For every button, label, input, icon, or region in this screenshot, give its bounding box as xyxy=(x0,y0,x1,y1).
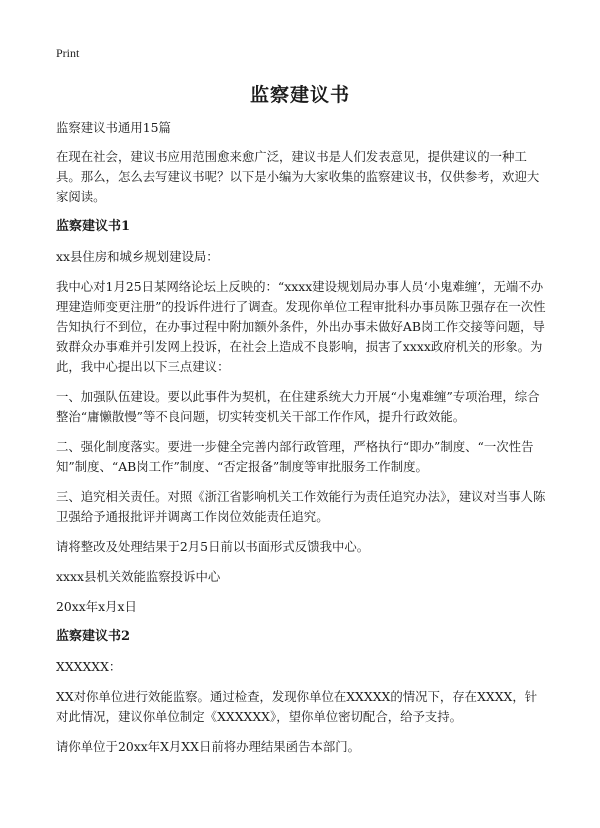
section-1-point-1: 一、加强队伍建设。要以此事件为契机，在住建系统大力开展“小鬼难缠”专项治理，综合整治“庸懒散慢”等不良问题，切实转变机关干部工作作风，提升行政效能。 xyxy=(56,389,540,424)
section-2-paragraph: XX对你单位进行效能监察。通过检查，发现你单位在XXXXX的情况下，存在XXXX，针对此情况，建议你单位制定《XXXXXX》，望你单位密切配合，给予支持。 xyxy=(56,689,538,724)
section-1-point-3: 三、追究相关责任。对照《浙江省影响机关工作效能行为责任追究办法》，建议对当事人陈卫强给予通报批评并调离工作岗位效能责任追究。 xyxy=(56,489,546,524)
section-2-paragraph-2: 请你单位于20xx年X月XX日前将办理结果函告本部门。 xyxy=(56,739,361,754)
document-subtitle: 监察建议书通用15篇 xyxy=(56,120,171,135)
section-2-heading: 监察建议书2 xyxy=(56,629,131,644)
section-1-signature: xxxx县机关效能监察投诉中心 xyxy=(56,569,221,584)
section-1-date: 20xx年x月x日 xyxy=(56,599,137,614)
print-link[interactable]: Print xyxy=(56,46,80,60)
section-1-request: 请将整改及处理结果于2月5日前以书面形式反馈我中心。 xyxy=(56,539,370,554)
document-body xyxy=(56,118,548,767)
section-1-point-2: 二、强化制度落实。要进一步健全完善内部行政管理，严格执行“即办”制度、“一次性告知”制度、“AB岗工作”制度、“否定报备”制度等审批服务工作制度。 xyxy=(56,439,534,474)
section-1-heading: 监察建议书1 xyxy=(56,219,131,234)
page-title: 监察建议书 xyxy=(249,84,350,106)
section-1-recipient: xx县住房和城乡规划建设局： xyxy=(56,249,219,264)
section-2-recipient: XXXXXX： xyxy=(56,659,122,674)
intro-paragraph: 在现在社会，建议书应用范围愈来愈广泛，建议书是人们发表意见，提供建议的一种工具。那么，怎么去写建议书呢？以下是小编为大家收集的监察建议书，仅供参考，欢迎大家阅读。 xyxy=(56,149,540,204)
section-1-paragraph: 我中心对1月25日某网络论坛上反映的：“xxxx建设规划局办事人员‘小鬼难缠’，无端不办理建造师变更注册”的投诉件进行了调查。发现你单位工程审批科办事员陈卫强存在一次性告知执行不到位，在办事过程中附加额外条件，外出办事未做好AB岗工作交接等问题，导致群众办事难并引发网上投诉，在社会上造成不良影响，损害了xxxx政府机关的形象。为此，我中心提出以下三点建议： xyxy=(56,279,546,374)
